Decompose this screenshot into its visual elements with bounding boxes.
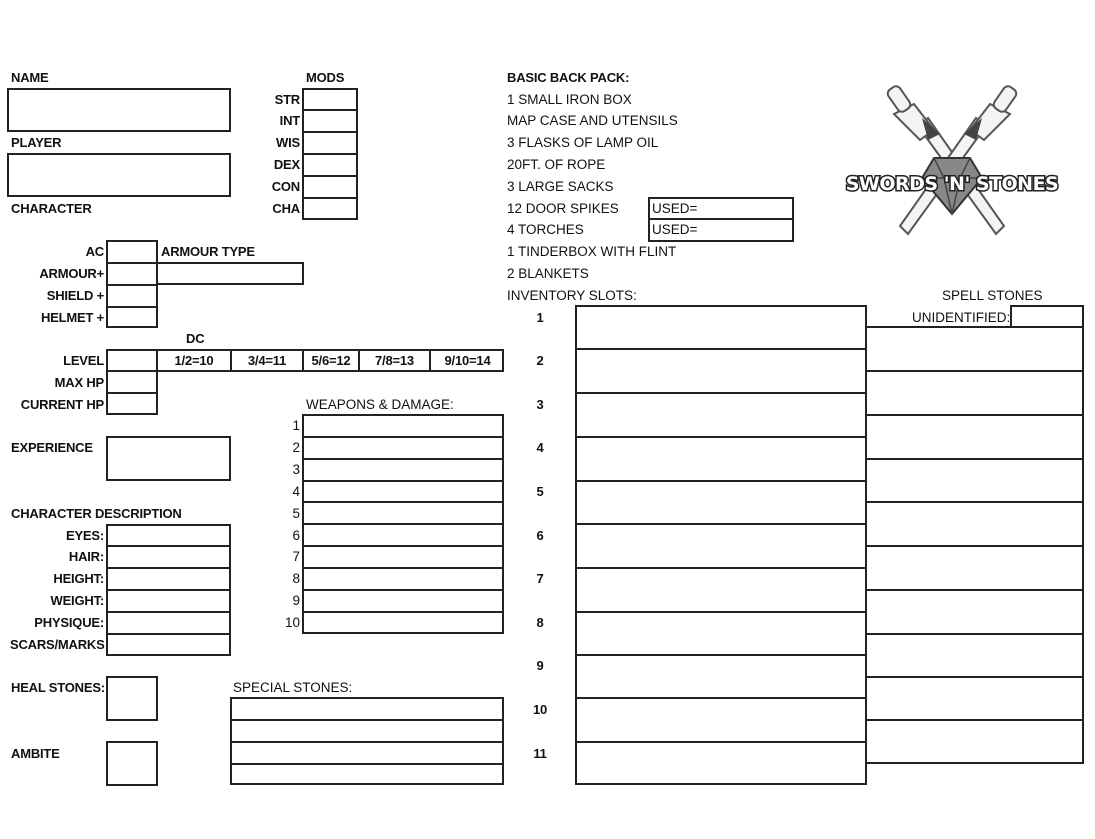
backpack-header: BASIC BACK PACK: bbox=[507, 70, 630, 85]
inventory-box[interactable] bbox=[575, 305, 867, 785]
weapon-number: 2 bbox=[292, 440, 300, 455]
mod-cha-label: CHA bbox=[272, 201, 300, 216]
ambite-label: AMBITE bbox=[11, 746, 60, 761]
character-description-header: CHARACTER DESCRIPTION bbox=[11, 506, 182, 521]
dc-entry: 1/2=10 bbox=[174, 353, 214, 368]
inventory-slot-number: 6 bbox=[536, 528, 544, 543]
backpack-item: MAP CASE AND UTENSILS bbox=[507, 113, 678, 128]
level-label: LEVEL bbox=[63, 353, 104, 368]
weapon-number: 5 bbox=[292, 506, 300, 521]
armour-label: ARMOUR+ bbox=[39, 266, 104, 281]
inventory-slot-number: 4 bbox=[536, 440, 544, 455]
door-spikes-used-label: USED= bbox=[652, 201, 698, 216]
dc-entry: 7/8=13 bbox=[375, 353, 414, 368]
weapon-number: 9 bbox=[292, 593, 300, 608]
backpack-item: 12 DOOR SPIKES bbox=[507, 201, 619, 216]
player-label: PLAYER bbox=[11, 135, 62, 150]
hair-label: HAIR: bbox=[68, 549, 104, 564]
weapons-header: WEAPONS & DAMAGE: bbox=[306, 397, 454, 412]
mod-dex-label: DEX bbox=[273, 157, 300, 172]
inventory-slot-number: 2 bbox=[536, 353, 544, 368]
weapon-number: 10 bbox=[284, 615, 300, 630]
max-hp-label: MAX HP bbox=[54, 375, 104, 390]
ambite-field[interactable] bbox=[106, 741, 158, 786]
backpack-item: 3 LARGE SACKS bbox=[507, 179, 614, 194]
inventory-slot-number: 11 bbox=[533, 746, 547, 761]
inventory-slot-number: 10 bbox=[532, 702, 548, 717]
weapon-number: 4 bbox=[292, 484, 300, 499]
unidentified-field[interactable] bbox=[1010, 305, 1084, 328]
unidentified-label: UNIDENTIFIED: bbox=[912, 310, 1011, 325]
physique-label: PHYSIQUE: bbox=[34, 615, 104, 630]
crossed-swords-gem-icon bbox=[836, 78, 1068, 258]
special-stones-label: SPECIAL STONES: bbox=[233, 680, 353, 695]
logo-text: SWORDS 'N' STONES bbox=[845, 173, 1059, 195]
scars-marks-label: SCARS/MARKS bbox=[10, 637, 105, 652]
name-label: NAME bbox=[11, 70, 49, 85]
experience-field[interactable] bbox=[106, 436, 231, 481]
dc-entry: 9/10=14 bbox=[444, 353, 491, 368]
weapon-number: 1 bbox=[292, 418, 300, 433]
armour-type-label: ARMOUR TYPE bbox=[161, 244, 255, 259]
mod-str-label: STR bbox=[274, 92, 300, 107]
inventory-slot-number: 5 bbox=[536, 484, 544, 499]
heal-stones-field[interactable] bbox=[106, 676, 158, 721]
inventory-slot-number: 9 bbox=[536, 658, 544, 673]
weapon-number: 8 bbox=[292, 571, 300, 586]
height-label: HEIGHT: bbox=[53, 571, 104, 586]
mods-header: MODS bbox=[306, 70, 345, 85]
mod-con-label: CON bbox=[271, 179, 300, 194]
weight-label: WEIGHT: bbox=[50, 593, 104, 608]
inventory-slot-number: 1 bbox=[536, 310, 544, 325]
mod-int-label: INT bbox=[279, 113, 300, 128]
backpack-item: 3 FLASKS OF LAMP OIL bbox=[507, 135, 659, 150]
current-hp-label: CURRENT HP bbox=[20, 397, 104, 412]
weapon-number: 3 bbox=[292, 462, 300, 477]
name-field[interactable] bbox=[7, 88, 231, 132]
weapon-number: 7 bbox=[292, 549, 300, 564]
experience-label: EXPERIENCE bbox=[11, 440, 93, 455]
ac-label: AC bbox=[85, 244, 104, 259]
heal-stones-label: HEAL STONES: bbox=[11, 680, 105, 695]
mod-wis-label: WIS bbox=[276, 135, 300, 150]
torches-used-label: USED= bbox=[652, 222, 698, 237]
inventory-slot-number: 8 bbox=[536, 615, 544, 630]
eyes-label: EYES: bbox=[65, 528, 104, 543]
inventory-slot-number: 7 bbox=[536, 571, 544, 586]
backpack-item: 4 TORCHES bbox=[507, 222, 584, 237]
character-label: CHARACTER bbox=[11, 201, 92, 216]
shield-label: SHIELD + bbox=[46, 288, 104, 303]
swords-n-stones-logo bbox=[836, 78, 1068, 258]
dc-header: DC bbox=[186, 331, 205, 346]
backpack-item: 1 TINDERBOX WITH FLINT bbox=[507, 244, 677, 259]
spell-stones-header: SPELL STONES bbox=[942, 288, 1043, 303]
dc-entry: 3/4=11 bbox=[247, 353, 287, 368]
player-field[interactable] bbox=[7, 153, 231, 197]
backpack-item: 2 BLANKETS bbox=[507, 266, 589, 281]
armour-type-field[interactable] bbox=[156, 262, 304, 285]
inventory-slot-number: 3 bbox=[536, 397, 544, 412]
helmet-label: HELMET + bbox=[40, 310, 104, 325]
inventory-header: INVENTORY SLOTS: bbox=[507, 288, 637, 303]
backpack-item: 1 SMALL IRON BOX bbox=[507, 92, 632, 107]
dc-entry: 5/6=12 bbox=[311, 353, 351, 368]
backpack-item: 20FT. OF ROPE bbox=[507, 157, 606, 172]
weapon-number: 6 bbox=[292, 528, 300, 543]
